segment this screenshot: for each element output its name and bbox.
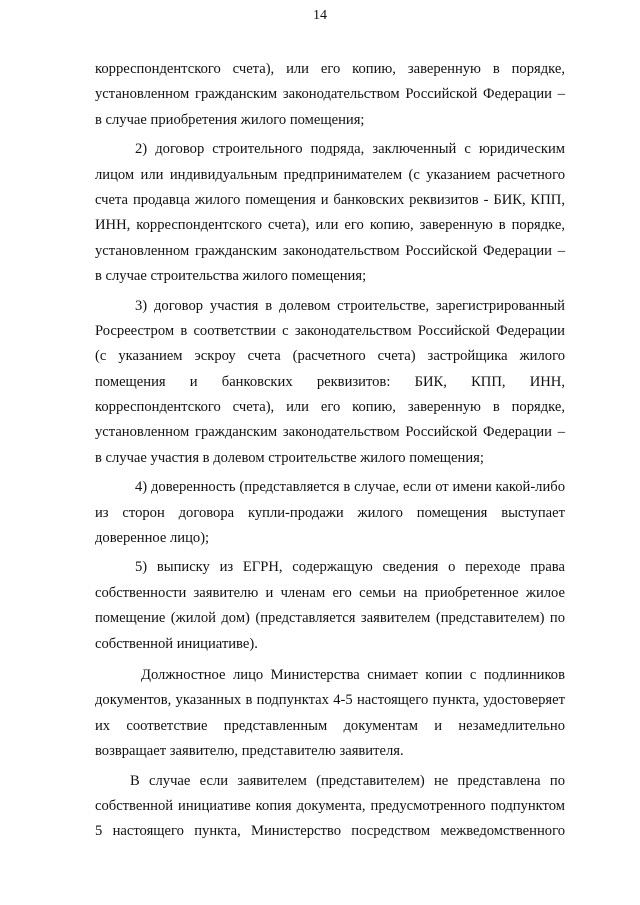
text-line: 5) выписку из ЕГРН, содержащую сведения о переходе права <box>135 559 565 576</box>
text-line: Должностное лицо Министерства снимает копии с подлинников <box>141 666 565 683</box>
text-line: установленном гражданским законодательством Российской Федерации – <box>95 86 565 103</box>
text-line: лицом или индивидуальным предпринимателем (с указанием расчетного <box>95 166 565 183</box>
text-line: корреспондентского счета), или его копию, заверенную в порядке, <box>95 61 565 77</box>
text-line: документов, указанных в подпунктах 4-5 настоящего пункта, удостоверяет <box>95 692 565 709</box>
text-line: их соответствие представленным документам и незамедлительно <box>95 717 565 734</box>
text-line: в случае приобретения жилого помещения; <box>95 111 365 128</box>
text-line: установленном гражданским законодательством Российской Федерации – <box>95 424 565 441</box>
text-line: 3) договор участия в долевом строительстве, зарегистрированный <box>135 297 565 314</box>
text-line: в случае участия в долевом строительстве жилого помещения; <box>95 449 484 466</box>
text-line: из сторон договора купли-продажи жилого помещения выступает <box>95 504 565 521</box>
text-line: 5 настоящего пункта, Министерство посредством межведомственного <box>95 823 565 840</box>
text-line: доверенное лицо); <box>95 530 210 547</box>
text-line: помещения и банковских реквизитов: БИК, КПП, ИНН, <box>95 373 565 390</box>
text-line: (с указанием эскроу счета (расчетного счета) застройщика жилого <box>95 348 565 365</box>
text-line: собственности заявителю и членам его семьи на приобретенное жилое <box>95 584 565 601</box>
page-number: 14 <box>313 8 327 23</box>
text-line: 4) доверенность (представляется в случае, если от имени какой-либо <box>135 479 565 496</box>
text-line: установленном гражданским законодательством Российской Федерации – <box>95 242 565 259</box>
text-line: В случае если заявителем (представителем) не представлена по <box>130 772 565 789</box>
text-line: в случае строительства жилого помещения; <box>95 268 367 285</box>
text-line: собственной инициативе). <box>95 635 258 652</box>
text-line: возвращает заявителю, представителю заявителя. <box>95 743 404 760</box>
text-line: 2) договор строительного подряда, заключенный с юридическим <box>135 141 565 158</box>
text-line: корреспондентского счета), или его копию, заверенную в порядке, <box>95 399 565 416</box>
text-line: Росреестром в соответствии с законодательством Российской Федерации <box>95 322 565 339</box>
text-line: помещение (жилой дом) (представляется заявителем (представителем) по <box>95 610 565 627</box>
document-body-text <box>95 57 565 845</box>
text-line: ИНН, корреспондентского счета), или его копию, заверенную в порядке, <box>95 217 565 234</box>
text-line: счета продавца жилого помещения и банковских реквизитов - БИК, КПП, <box>95 191 565 208</box>
text-line: собственной инициативе копия документа, предусмотренного подпунктом <box>95 797 565 814</box>
